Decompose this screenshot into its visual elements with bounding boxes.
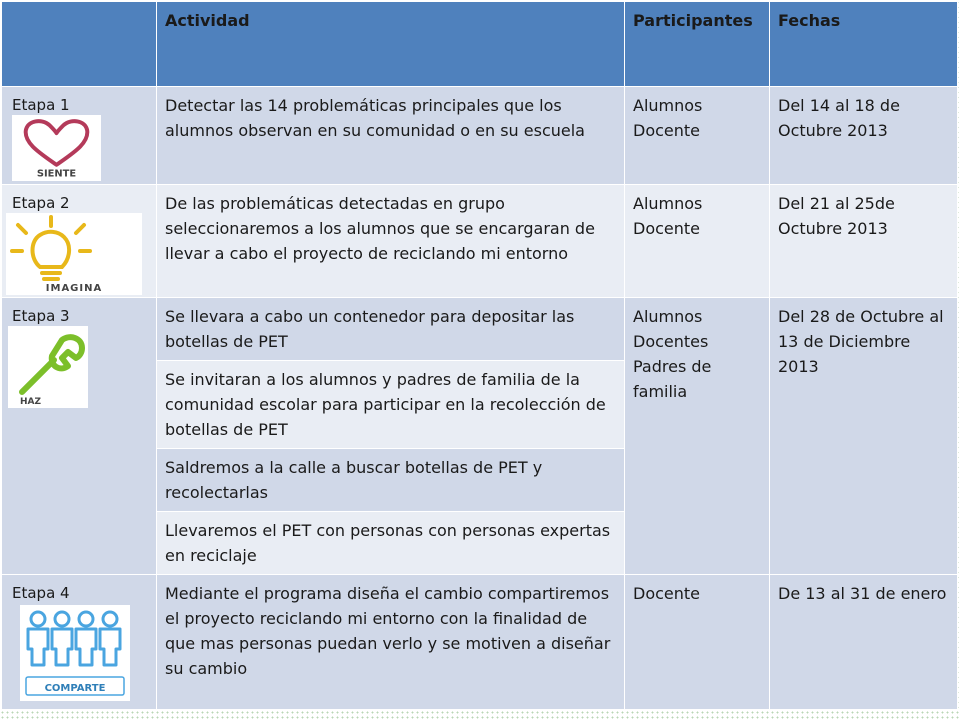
- haz-logo: [8, 326, 88, 408]
- participants-cell-2: Alumnos Docente: [625, 185, 770, 298]
- header-activity: Actividad: [157, 2, 625, 87]
- table-row-stage-2: [2, 185, 958, 298]
- stage-label-4: Etapa 4: [12, 584, 70, 602]
- imagina-logo-text: IMAGINA: [45, 283, 103, 294]
- siente-logo-text: SIENTE: [36, 168, 77, 180]
- activity-cell-3c: Saldremos a la calle a buscar botellas de PET y recolectarlas: [157, 449, 625, 512]
- imagina-logo: [6, 213, 142, 295]
- heart-icon: [12, 115, 101, 181]
- activity-cell-3b: Se invitaran a los alumnos y padres de familia de la comunidad escolar para participar en la recolección de botellas de PET: [157, 361, 625, 449]
- activity-cell-3a: Se llevara a cabo un contenedor para depositar las botellas de PET: [157, 298, 625, 361]
- table-row-stage-1: [2, 87, 958, 185]
- participants-cell-3: Alumnos Docentes Padres de familia: [625, 298, 770, 575]
- comparte-logo: [20, 605, 130, 701]
- stage-cell-4: [2, 575, 157, 710]
- lightbulb-icon: [6, 213, 142, 295]
- activity-plan-table: [1, 1, 958, 710]
- dates-cell-4: De 13 al 31 de enero: [770, 575, 958, 710]
- dates-cell-2: Del 21 al 25de Octubre 2013: [770, 185, 958, 298]
- stage-label-3: Etapa 3: [12, 307, 70, 325]
- haz-logo-text: HAZ: [20, 397, 42, 407]
- activity-cell-2: De las problemáticas detectadas en grupo seleccionaremos a los alumnos que se encargaran de llevar a cabo el proyecto de reciclando mi entorno: [157, 185, 625, 298]
- activity-cell-3d: Llevaremos el PET con personas con personas expertas en reciclaje: [157, 512, 625, 575]
- table-row-stage-4: [2, 575, 958, 710]
- stage-cell-1: [2, 87, 157, 185]
- activity-cell-1: Detectar las 14 problemáticas principales que los alumnos observan en su comunidad o en su escuela: [157, 87, 625, 185]
- wrench-icon: [8, 326, 88, 408]
- siente-logo: [12, 115, 101, 181]
- participants-cell-1: Alumnos Docente: [625, 87, 770, 185]
- header-participants: Participantes: [625, 2, 770, 87]
- header-stage: [2, 2, 157, 87]
- stage-cell-2: [2, 185, 157, 298]
- dates-cell-3: Del 28 de Octubre al 13 de Diciembre 2013: [770, 298, 958, 575]
- comparte-logo-text: COMPARTE: [44, 683, 106, 694]
- participants-cell-4: Docente: [625, 575, 770, 710]
- stage-label-1: Etapa 1: [12, 96, 70, 114]
- people-icon: [20, 605, 130, 701]
- stage-label-2: Etapa 2: [12, 194, 70, 212]
- header-dates: Fechas: [770, 2, 958, 87]
- dates-cell-1: Del 14 al 18 de Octubre 2013: [770, 87, 958, 185]
- header-row: [2, 2, 958, 87]
- stage-cell-3: [2, 298, 157, 575]
- activity-cell-4: Mediante el programa diseña el cambio compartiremos el proyecto reciclando mi entorno con la finalidad de que mas personas puedan verlo y se motiven a diseñar su cambio: [157, 575, 625, 710]
- table-row-stage-3: [2, 298, 958, 361]
